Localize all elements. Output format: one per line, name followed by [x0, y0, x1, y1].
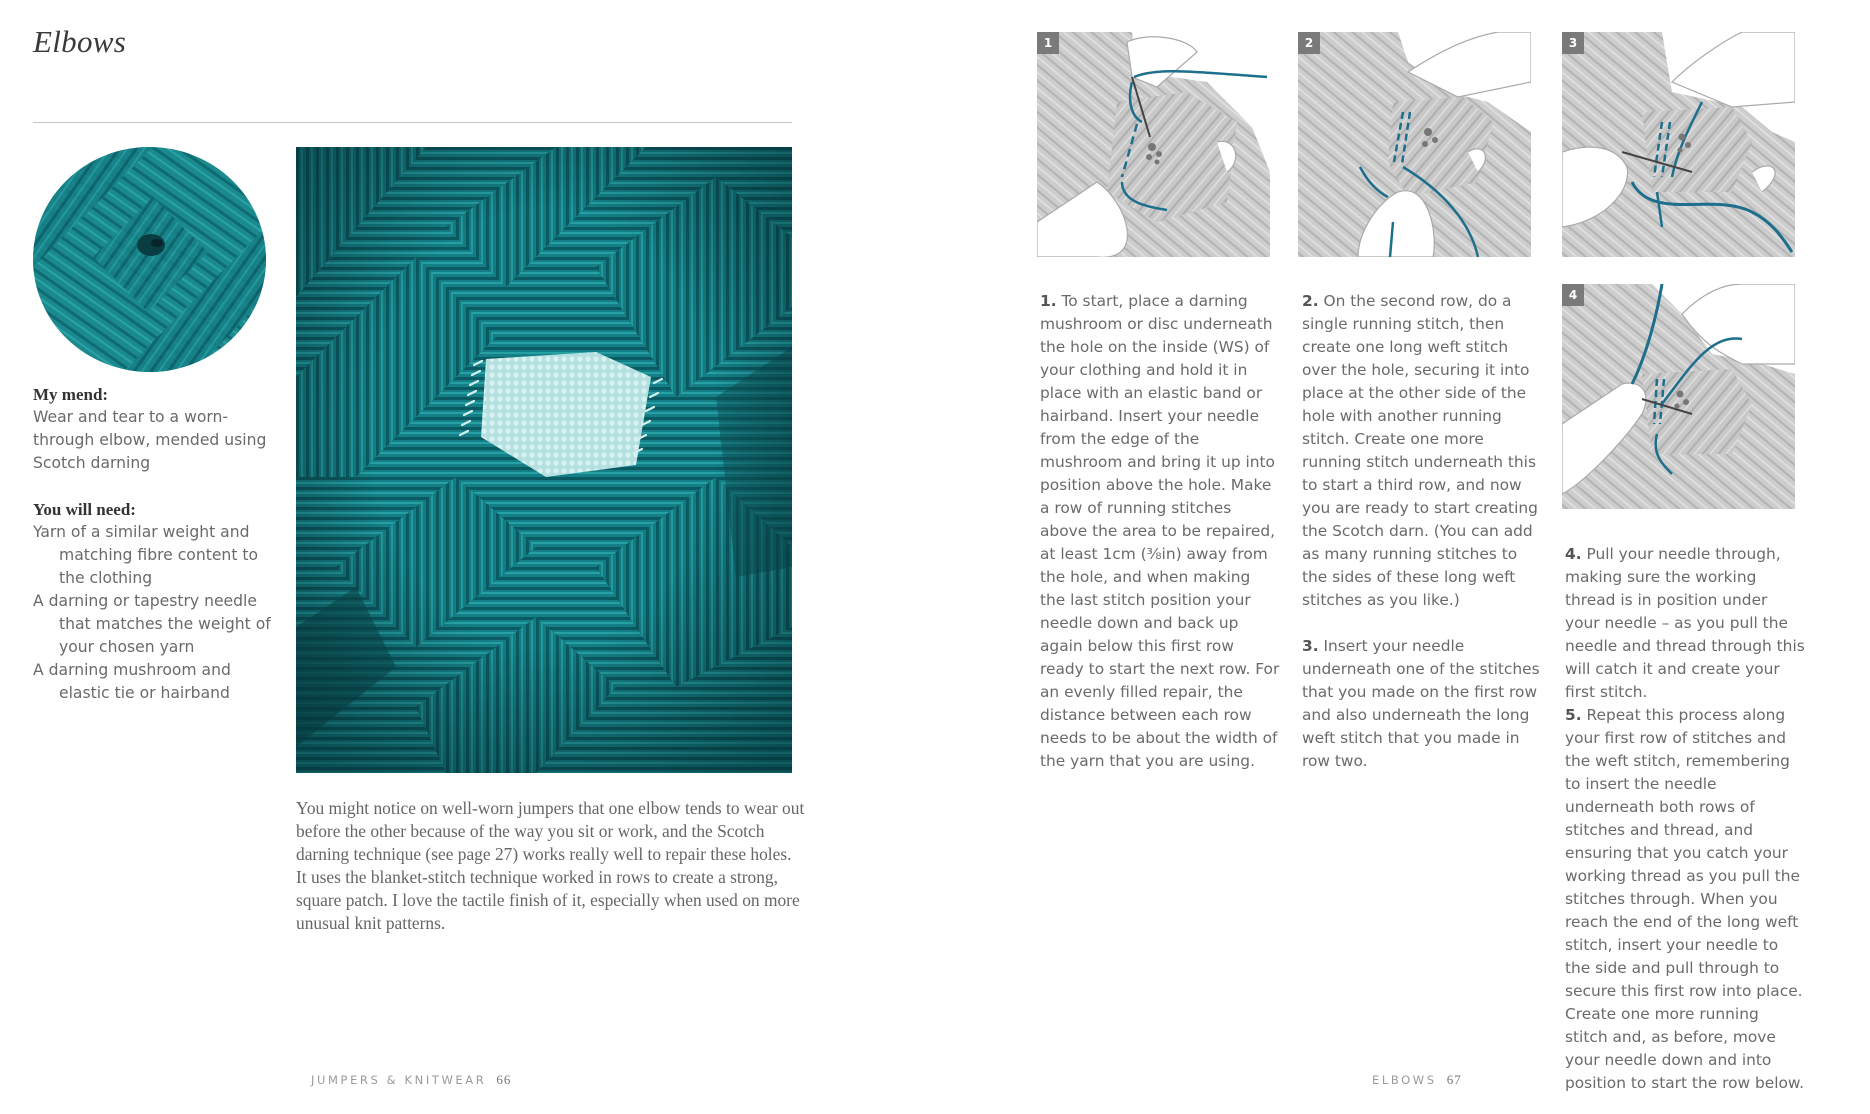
step-text: Insert your needle underneath one of the stitches that you made on the first row and also underneath the long weft stitch that you made in row two.	[1302, 637, 1540, 770]
step-badge: 1	[1037, 32, 1059, 54]
materials-sidebar	[33, 383, 273, 705]
hole-detail-photo	[33, 147, 266, 372]
left-footer	[311, 1072, 511, 1088]
my-mend-heading: My mend:	[33, 385, 109, 404]
my-mend-text: Wear and tear to a worn-through elbow, mended using Scotch darning	[33, 408, 267, 472]
header-rule	[33, 122, 792, 123]
mended-elbow-photo	[296, 147, 792, 773]
illustration-step-1	[1037, 32, 1270, 257]
step-number: 2.	[1302, 292, 1319, 310]
need-item: Yarn of a similar weight and matching fibre content to the clothing	[33, 523, 259, 587]
step-badge: 4	[1562, 284, 1584, 306]
step-number: 5.	[1565, 706, 1582, 724]
page-title: Elbows	[33, 24, 127, 59]
step-2	[1302, 290, 1542, 612]
step-number: 1.	[1040, 292, 1057, 310]
step-number: 4.	[1565, 545, 1582, 563]
need-item: A darning mushroom and elastic tie or hairband	[33, 661, 231, 702]
illustration-step-4	[1562, 284, 1795, 509]
step-text: Repeat this process along your first row of stitches and the weft stitch, remembering to insert the needle underneath both rows of stitches and thread, and ensuring that you catch your working thread as you pull the stitches through. When you reach the end of the long weft stitch, insert your needle to the side and pull through to secure this first row into place. Create one more running stitch and, as before, move your needle down and into position to start the row below.	[1565, 706, 1804, 1092]
step-text: Pull your needle through, making sure the working thread is in position under your needle – as you pull the needle and thread through this will catch it and create your first stitch.	[1565, 545, 1805, 701]
step-badge: 2	[1298, 32, 1320, 54]
step-number: 3.	[1302, 637, 1319, 655]
step-4	[1565, 543, 1805, 704]
step-text: On the second row, do a single running stitch, then create one long weft stitch over the hole, securing it into place at the other side of the hole with another running stitch. Create one more running stitch underneath this to start a third row, and now you are ready to start creating the Scotch darn. (You can add as many running stitches to the sides of these long weft stitches as you like.)	[1302, 292, 1538, 609]
intro-paragraph: You might notice on well-worn jumpers that one elbow tends to wear out before the other because of the way you sit or work, and the Scotch darning technique (see page 27) works really well to repair these holes. It uses the blanket-stitch technique worked in rows to create a strong, square patch. I love the tactile finish of it, especially when used on more unusual knit patterns.	[296, 798, 805, 933]
step-text: To start, place a darning mushroom or disc underneath the hole on the inside (WS) of your clothing and hold it in place with an elastic band or hairband. Insert your needle from the edge of the mushroom and bring it up into position above the hole. Make a row of running stitches above the area to be repaired, at least 1cm (⅜in) away from the hole, and when making the last stitch position your needle down and back up again below this first row ready to start the next row. For an evenly filled repair, the distance between each row needs to be about the width of the yarn that you are using.	[1040, 292, 1280, 770]
step-5	[1565, 704, 1805, 1095]
step-badge: 3	[1562, 32, 1584, 54]
step-3	[1302, 635, 1542, 773]
illustration-step-3	[1562, 32, 1795, 257]
footer-section: JUMPERS & KNITWEAR	[311, 1073, 487, 1087]
need-item: A darning or tapestry needle that matches the weight of your chosen yarn	[33, 592, 271, 656]
illustration-step-2	[1298, 32, 1531, 257]
footer-section: ELBOWS	[1372, 1073, 1437, 1087]
step-1	[1040, 290, 1280, 773]
page-number: 66	[496, 1072, 512, 1087]
right-footer	[1372, 1072, 1462, 1088]
page-number: 67	[1446, 1072, 1462, 1087]
you-will-need-heading: You will need:	[33, 500, 136, 519]
